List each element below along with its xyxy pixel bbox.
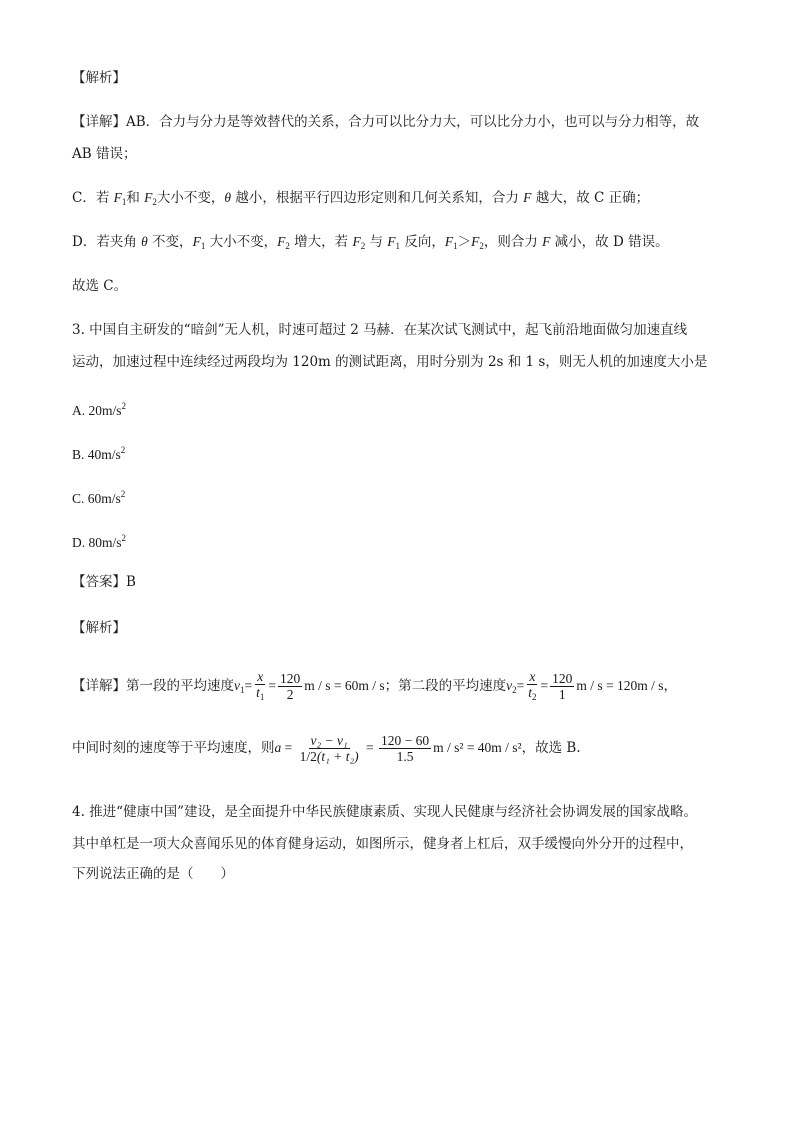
var-t: t [528, 684, 533, 700]
denominator [526, 685, 538, 705]
text: 增大，若 [289, 234, 353, 250]
var-t: t [256, 684, 260, 700]
question-4-line2: 其中单杠是一项大众喜闻乐见的体育健身运动，如图所示，健身者上杠后，双手缓慢向外分开的过程中， [72, 836, 693, 852]
analysis-heading-2: 【解析】 [72, 620, 126, 636]
option-label: A. 20m/s [72, 403, 122, 418]
denominator: 2 [286, 687, 294, 702]
greater-than: ＞ [457, 234, 472, 250]
sub: 1 [259, 691, 265, 702]
denominator [298, 749, 361, 764]
numerator: x [257, 668, 264, 684]
equals: = [540, 678, 549, 693]
var-f1: F [192, 234, 201, 249]
option-label: C. 60m/s [72, 491, 121, 506]
superscript: 2 [121, 533, 127, 543]
superscript: 2 [120, 445, 126, 455]
var-f1: F [444, 234, 454, 249]
detail-ab-line2: AB 错误； [72, 146, 137, 162]
sub-1: 1 [453, 241, 458, 251]
option-label: D. 80m/s [72, 535, 122, 550]
equals: = [281, 740, 296, 755]
text: 越大，故 C 正确； [531, 190, 650, 206]
equals: = [268, 678, 277, 693]
text: 大小不变， [205, 234, 278, 250]
equals: = [362, 740, 378, 755]
option-b [72, 440, 125, 465]
option-d [72, 528, 126, 553]
equals: = [516, 678, 525, 693]
numerator: 120 − 60 [381, 733, 430, 748]
superscript: 2 [121, 401, 127, 411]
var-f1: F [387, 234, 396, 249]
var-f: F [523, 190, 532, 205]
question-3-line1: 3. 中国自主研发的“暗剑”无人机，时速可超过 2 马赫．在某次试飞测试中，起飞前沿地面做匀加速直线 [72, 322, 688, 338]
sub-2: 2 [360, 241, 366, 251]
question-4-line1: 4. 推进“健康中国”建设，是全面提升中华民族健康素质、实现人民健康与经济社会协调发展的国家战略。 [72, 804, 697, 820]
option-label: B. 40m/s [72, 447, 121, 462]
option-c [72, 484, 125, 509]
sub: 2 [532, 691, 537, 702]
half: 1/2 [299, 749, 317, 764]
option-d-explanation [72, 232, 669, 256]
sub-1: 1 [395, 241, 401, 251]
text: 和 [126, 190, 145, 206]
var-f2: F [277, 234, 286, 249]
text: ， [663, 678, 678, 694]
var-theta: θ [224, 190, 232, 205]
detail-q3-line2 [72, 722, 581, 774]
sub-1: 1 [121, 197, 127, 207]
result: m / s = 120m / s [576, 678, 664, 693]
sub: 2 [512, 685, 517, 695]
text: ，则合力 [483, 234, 543, 250]
var-f: F [542, 234, 551, 249]
var-theta: θ [141, 234, 148, 249]
text: 大小不变， [156, 190, 225, 206]
time-sum: (t₁ + t₂) [316, 749, 359, 764]
var-v1: v [234, 678, 240, 693]
fraction-x-t2 [526, 669, 538, 705]
result: m / s² = 40m / s² [433, 740, 522, 755]
numerator: x [529, 668, 536, 684]
sub-2: 2 [479, 241, 484, 251]
var-f2: F [471, 234, 480, 249]
text: 中间时刻的速度等于平均速度，则 [72, 740, 275, 756]
text: C．若 [72, 190, 114, 206]
text: 越小，根据平行四边形定则和几何关系知，合力 [231, 190, 524, 206]
text: 减小，故 D 错误。 [550, 234, 669, 250]
sub-1: 1 [200, 241, 206, 251]
numerator: v₂ − v₁ [310, 733, 348, 748]
text: 不变， [147, 234, 193, 250]
superscript: 2 [120, 489, 126, 499]
sub-2: 2 [152, 197, 157, 207]
sub-2: 2 [285, 241, 290, 251]
var-a: a [274, 740, 282, 755]
fraction-numeric [379, 733, 431, 764]
question-3-line2: 运动，加速过程中连续经过两段均为 120m 的测试距离，用时分别为 2s 和 1 s，则无人机的加速度大小是 [72, 354, 708, 370]
var-f2: F [352, 234, 361, 249]
denominator [254, 685, 266, 705]
analysis-heading-1: 【解析】 [72, 70, 126, 86]
choose-c: 故选 C。 [72, 278, 128, 294]
var-f1: F [113, 190, 122, 205]
denominator: 1.5 [396, 749, 414, 764]
fraction-x-t1 [254, 669, 266, 705]
fraction-acceleration [298, 733, 361, 764]
option-a [72, 396, 126, 421]
equals: = [244, 678, 253, 693]
result: m / s = 60m / s [304, 678, 385, 693]
detail-ab-line1: 【详解】AB．合力与分力是等效替代的关系，合力可以比分力大，可以比分力小，也可以与分力相等，故 [72, 114, 700, 130]
detail-q3-line1 [72, 668, 677, 708]
sub: 1 [240, 685, 245, 695]
text: D．若夹角 [72, 234, 142, 250]
text: 反向， [400, 234, 445, 250]
numerator: 120 [552, 671, 573, 686]
question-4-line3: 下列说法正确的是（ ） [72, 866, 234, 882]
text: ；第二段的平均速度 [384, 678, 507, 694]
text: ，故选 B. [521, 740, 581, 756]
answer: 【答案】B [72, 574, 136, 590]
text: 与 [365, 234, 388, 250]
denominator: 1 [558, 687, 566, 702]
text: 【详解】第一段的平均速度 [72, 678, 234, 694]
fraction-120-2 [278, 671, 302, 702]
numerator: 120 [280, 671, 301, 686]
var-f2: F [144, 190, 153, 205]
var-v2: v [506, 678, 513, 693]
option-c-explanation [72, 188, 649, 212]
fraction-120-1 [550, 671, 574, 702]
